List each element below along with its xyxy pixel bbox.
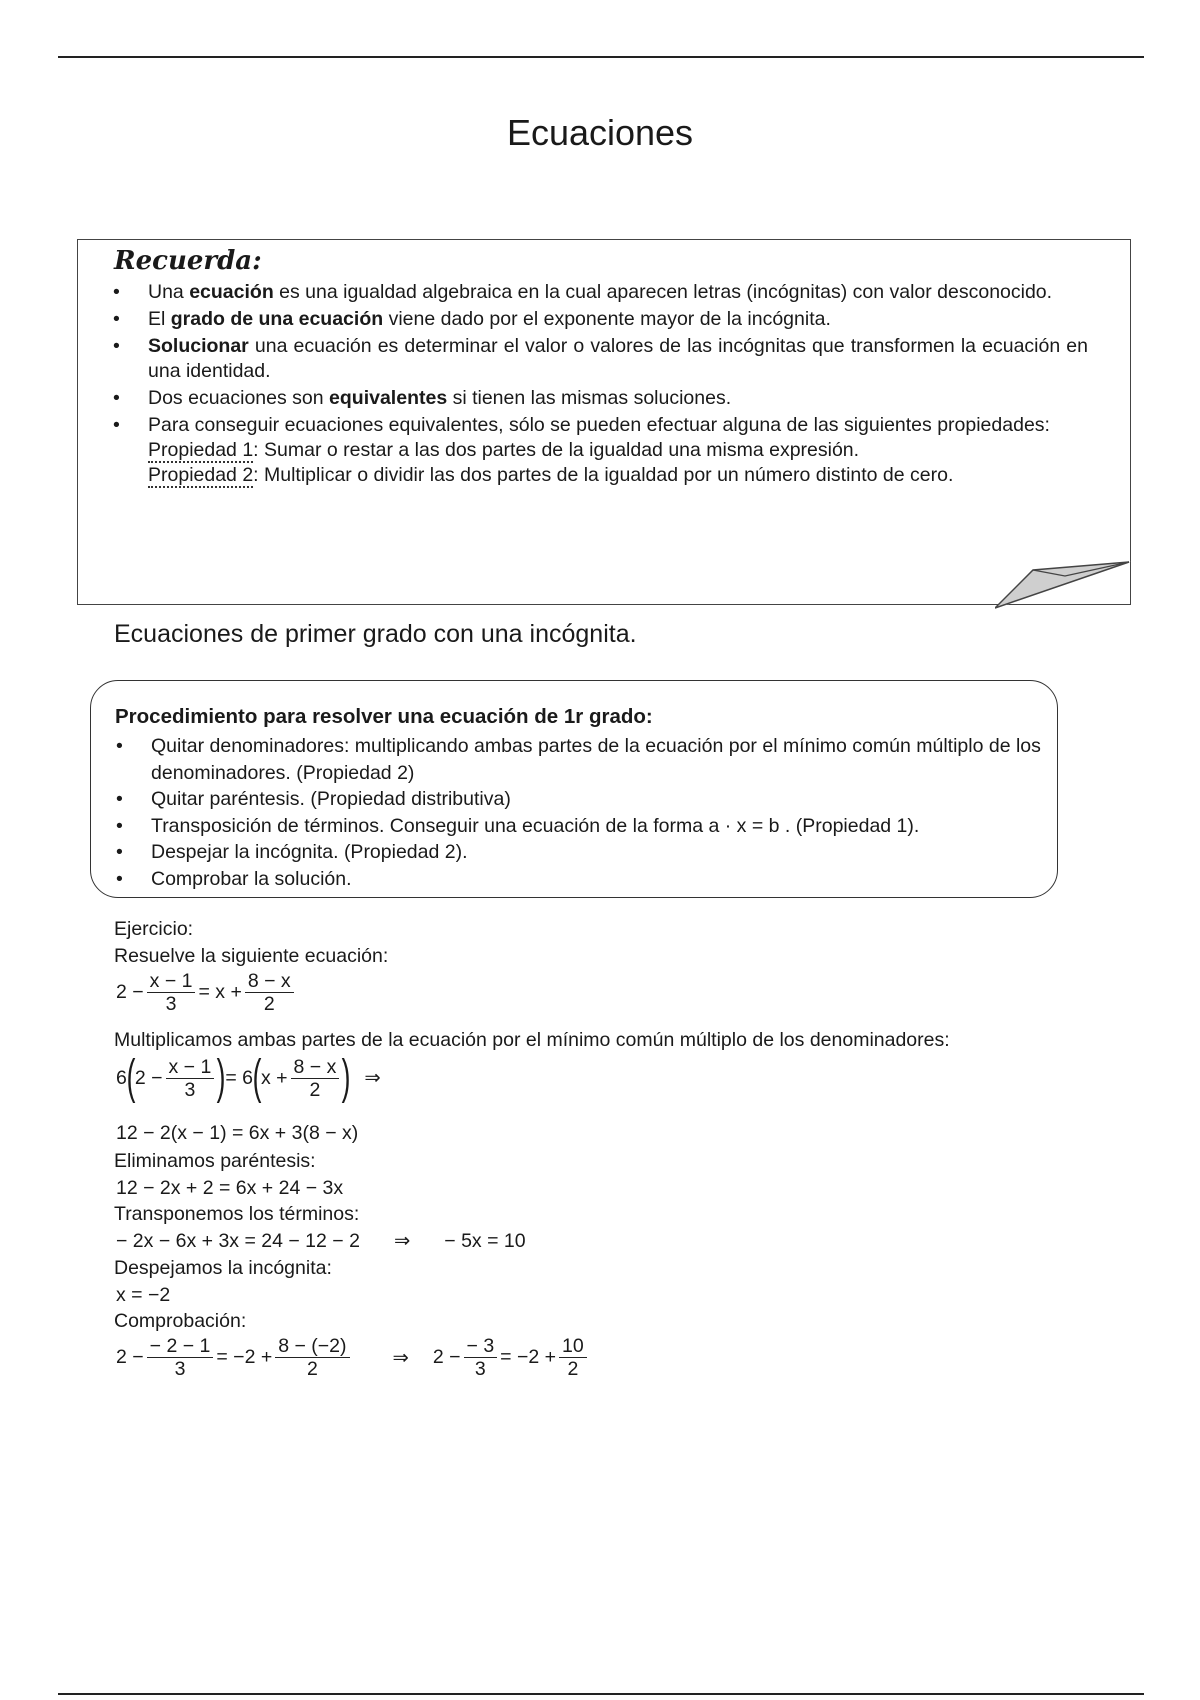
exercise-label: Ejercicio: — [114, 918, 194, 940]
equation-2: 6 ( 2 − $\frac{x - 1}{3}$ ) = 6 ( x + $\frac{8 - x}{2}$ ) ⇒ — [116, 1051, 381, 1104]
procedure-box — [90, 680, 1058, 898]
section-subtitle: Ecuaciones de primer grado con una incógnita. — [114, 620, 637, 648]
bottom-rule — [58, 1693, 1144, 1695]
list-item: • Una ecuación es una igualdad algebraica en la cual aparecen letras (incógnitas) con valor desconocido. — [148, 280, 1088, 305]
list-item: • Despejar la incógnita. (Propiedad 2). — [151, 839, 1051, 866]
step-3-text: Transponemos los términos: — [114, 1203, 360, 1225]
equation-4: 12 − 2x + 2 = 6x + 24 − 3x — [116, 1177, 344, 1199]
procedure-heading: Procedimiento para resolver una ecuación de 1r grado: — [115, 705, 653, 728]
step-4-text: Despejamos la incógnita: — [114, 1257, 332, 1279]
step-1-text: Multiplicamos ambas partes de la ecuación por el mínimo común múltiplo de los denominadores: — [114, 1029, 950, 1051]
list-item: • Transposición de términos. Conseguir una ecuación de la forma a · x = b . (Propiedad 1). — [151, 813, 1051, 840]
recuerda-heading: Recuerda: — [114, 246, 262, 276]
page-title: Ecuaciones — [506, 112, 694, 153]
step-5-text: Comprobación: — [114, 1310, 247, 1332]
step-2-text: Eliminamos paréntesis: — [114, 1150, 316, 1172]
equation-5: − 2x − 6x + 3x = 24 − 12 − 2 ⇒ − 5x = 10 — [116, 1230, 526, 1252]
list-item: • Quitar paréntesis. (Propiedad distributiva) — [151, 786, 1051, 813]
list-item: • Dos ecuaciones son equivalentes si tienen las mismas soluciones. — [148, 386, 1088, 411]
page-curl-icon — [995, 560, 1135, 610]
equation-6: x = −2 — [116, 1284, 171, 1306]
exercise-instruction: Resuelve la siguiente ecuación: — [114, 945, 389, 967]
list-item: • El grado de una ecuación viene dado por el exponente mayor de la incógnita. — [148, 307, 1088, 332]
recuerda-box — [77, 239, 1131, 605]
top-rule — [58, 56, 1144, 58]
list-item: • Solucionar una ecuación es determinar el valor o valores de las incógnitas que transformen la ecuación en una identidad. — [148, 334, 1088, 384]
list-item: • Comprobar la solución. — [151, 866, 1051, 893]
recuerda-list — [78, 280, 1088, 490]
list-item: • Para conseguir ecuaciones equivalentes, sólo se pueden efectuar alguna de las siguientes propiedades: Propiedad 1: Sumar o restar a las dos partes de la igualdad una misma expresión. Propiedad 2: Multiplicar o dividir las dos partes de la igualdad por un número distinto de cero. — [148, 413, 1088, 488]
equation-7: 2 − $\frac{- 2 - 1}{3}$ = −2 + $\frac{8 - (-2)}{2}$ ⇒ 2 − $\frac{- 3}{3}$ = −2 + $\frac{10}{2}$ — [116, 1335, 590, 1380]
equation-1: 2 − $\frac{x - 1}{3}$ = x + $\frac{8 - x}{2}$ — [116, 970, 297, 1015]
procedure-list — [91, 733, 1051, 892]
list-item: • Quitar denominadores: multiplicando ambas partes de la ecuación por el mínimo común múltiplo de los denominadores. (Propiedad 2) — [151, 733, 1051, 786]
equation-3: 12 − 2(x − 1) = 6x + 3(8 − x) — [116, 1122, 359, 1144]
propiedad-2: Propiedad 2: Multiplicar o dividir las dos partes de la igualdad por un número distinto de cero. — [148, 464, 954, 486]
propiedad-1: Propiedad 1: Sumar o restar a las dos partes de la igualdad una misma expresión. — [148, 439, 860, 461]
